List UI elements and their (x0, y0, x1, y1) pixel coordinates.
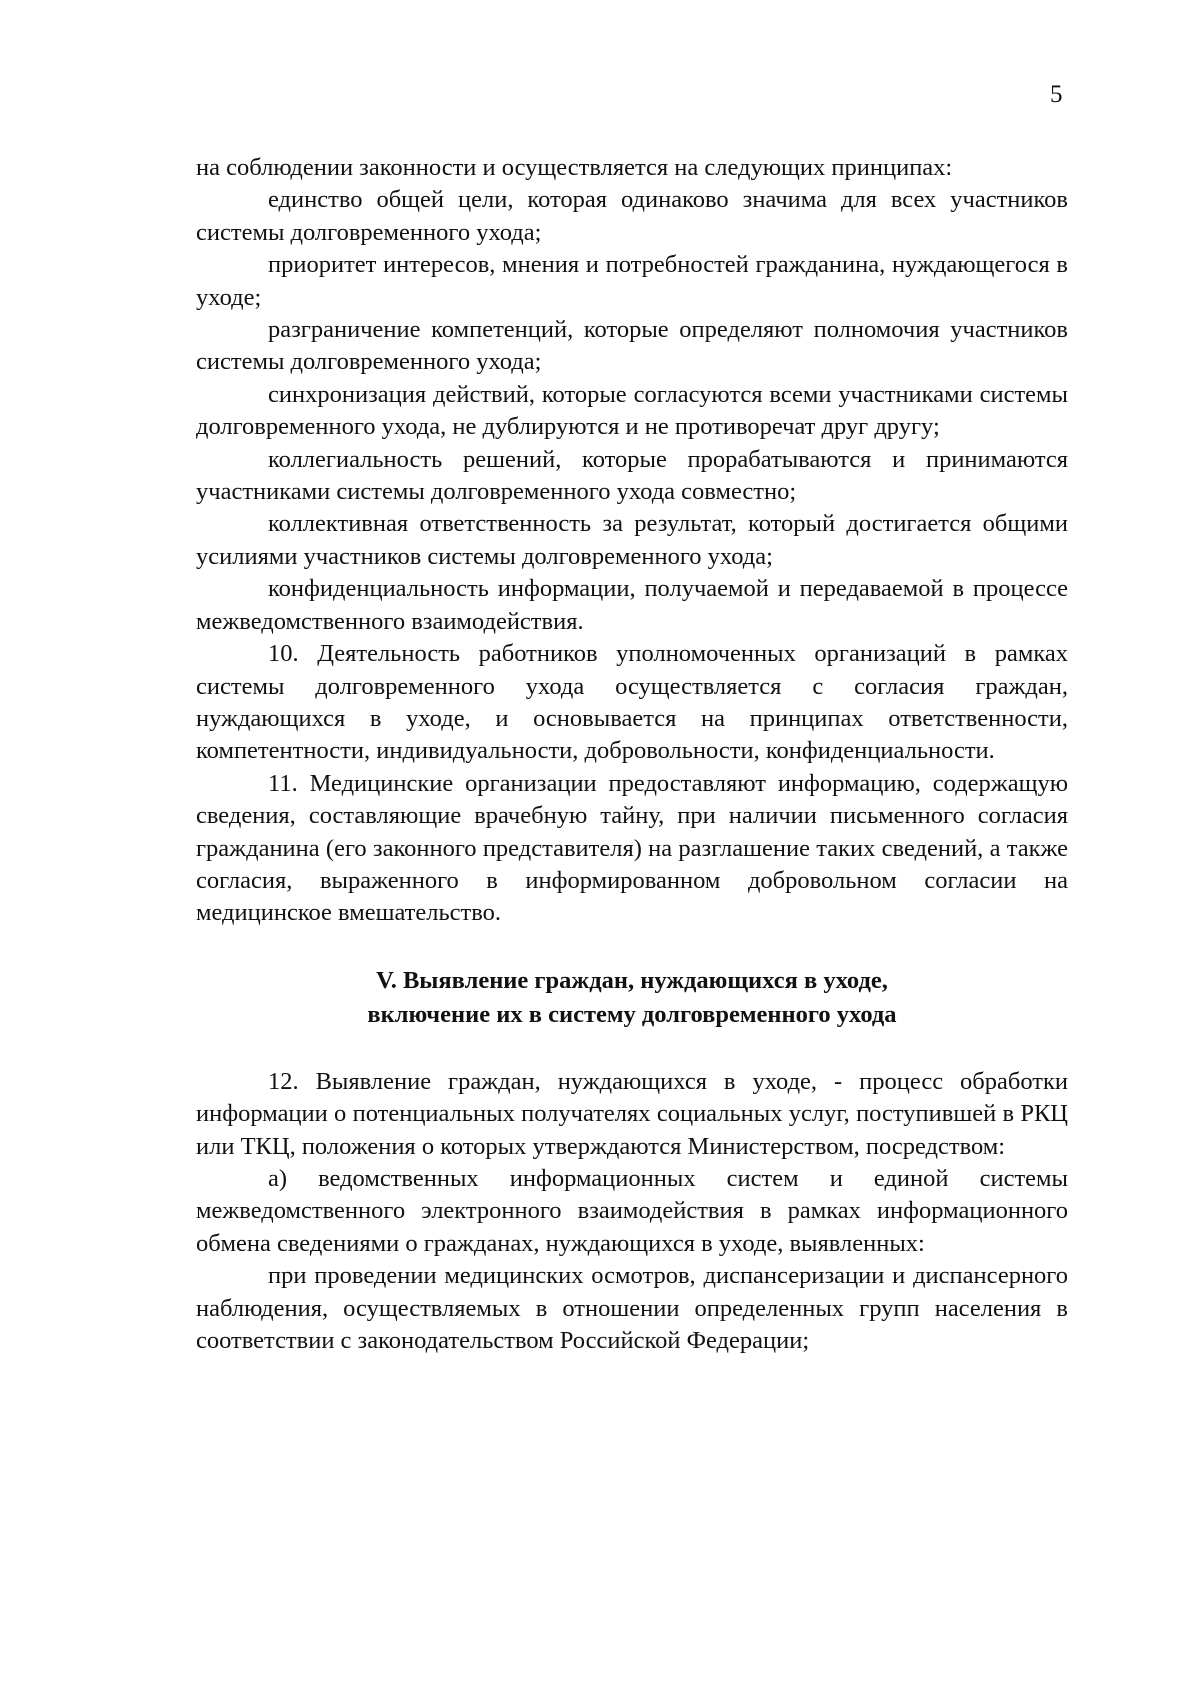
section-heading-line-2: включение их в систему долговременного ухода (367, 1000, 897, 1028)
paragraph-principle-priority: приоритет интересов, мнения и потребностей гражданина, нуждающегося в уходе; (196, 251, 1068, 311)
paragraph-principle-unity: единство общей цели, которая одинаково значима для всех участников системы долговременного ухода; (196, 186, 1068, 246)
paragraph-item-10: 10. Деятельность работников уполномоченных организаций в рамках системы долговременного ухода осуществляется с согласия граждан, нуждающихся в уходе, и основывается на принципах ответственности, компетентности, индивидуальности, добровольности, конфиденциальности. (196, 640, 1068, 765)
page-number: 5 (1050, 81, 1063, 108)
paragraph-principle-collegiality: коллегиальность решений, которые прорабатываются и принимаются участниками системы долговременного ухода совместно; (196, 445, 1068, 506)
paragraph-item-12: 12. Выявление граждан, нуждающихся в уходе, - процесс обработки информации о потенциальных получателях социальных услуг, поступившей в РКЦ или ТКЦ, положения о которых утверждаются Министерством, посредством: (196, 1067, 1068, 1160)
paragraph-item-12a: а) ведомственных информационных систем и единой системы межведомственного электронного взаимодействия в рамках информационного обмена сведениями о гражданах, нуждающихся в уходе, выявленных: (196, 1164, 1068, 1257)
paragraph-medical-exams: при проведении медицинских осмотров, диспансеризации и диспансерного наблюдения, осуществляемых в отношении определенных групп населения в соответствии с законодательством Российской Федерации; (196, 1262, 1068, 1354)
paragraph-item-11: 11. Медицинские организации предоставляют информацию, содержащую сведения, составляющие врачебную тайну, при наличии письменного согласия гражданина (его законного представителя) на разглашение таких сведений, а также согласия, выраженного в информированном добровольном согласии на медицинское вмешательство. (196, 769, 1068, 927)
paragraph-continuation: на соблюдении законности и осуществляется на следующих принципах: (196, 154, 953, 181)
document-body (196, 152, 1068, 1357)
paragraph-principle-confidentiality: конфиденциальность информации, получаемой и передаваемой в процессе межведомственного взаимодействия. (196, 575, 1068, 635)
paragraph-principle-responsibility: коллективная ответственность за результат, который достигается общими усилиями участников системы долговременного ухода; (196, 510, 1068, 570)
paragraph-principle-competence: разграничение компетенций, которые определяют полномочия участников системы долговременного ухода; (196, 316, 1068, 376)
paragraph-principle-synchronization: синхронизация действий, которые согласуются всеми участниками системы долговременного ухода, не дублируются и не противоречат друг другу; (196, 380, 1068, 441)
section-heading (196, 964, 1068, 1032)
section-heading-line-1: V. Выявление граждан, нуждающихся в уходе, (376, 966, 888, 994)
